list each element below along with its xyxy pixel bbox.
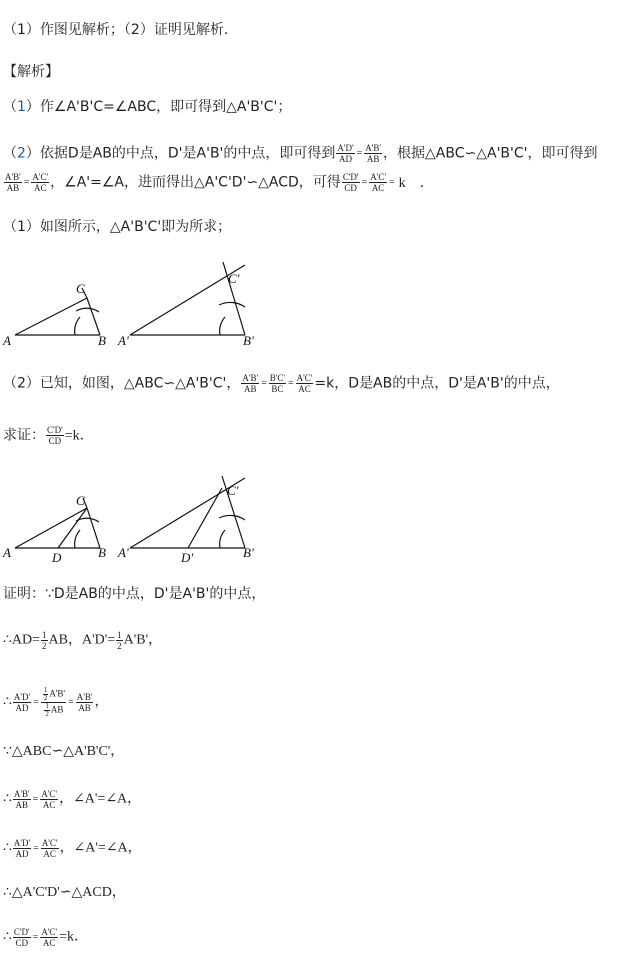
prove-line [3,425,94,447]
equals-sign: = [32,793,39,805]
fraction-den: AD [15,849,29,859]
proof-text-2c: A'B'， [123,632,163,648]
therefore-symbol: ∴ [3,791,12,807]
fraction-ad [336,143,354,164]
fraction-den: 2 [45,710,49,718]
fraction-ac [369,172,387,193]
label-A: A [3,333,11,348]
section-header [3,62,59,82]
analysis-part1 [3,97,291,117]
fraction-den: AC [34,183,47,193]
construction-arc-3 [220,317,225,335]
fraction-den: AB [78,703,91,713]
fraction-half [116,630,123,651]
part1-text: （1）如图所示，△A'B'C'即为所求； [3,219,232,235]
fraction-den: AB [244,384,257,394]
proof-text-2b: AB，A'D'= [48,632,116,648]
proof-line-3 [3,687,108,718]
fraction-den: 2 [117,641,122,651]
fraction-num: A'C' [41,927,58,937]
fraction-ac [41,838,59,859]
segment-ac [15,298,87,335]
proof-text-5: ，∠A'=∠A， [59,791,142,807]
label-C: C [76,493,85,508]
equals-sign: = [68,696,74,708]
label-D-prime: D' [181,550,194,565]
fraction-ac [40,789,58,810]
fraction-ac [296,373,314,394]
fraction-num: A'B' [76,692,93,702]
compound-den-text: AB [50,704,64,715]
proof-text-2a: ∴AD= [3,632,41,648]
proof-text-7: ∴△A'C'D'∽△ACD， [3,885,126,900]
fraction-den: CD [344,183,357,193]
fraction-den: AC [298,384,311,394]
fraction-ab [76,692,94,713]
fraction-num: A'D' [337,143,354,153]
segment-ac [15,508,87,548]
analysis-part2-a [3,143,598,164]
answer-text: （1）作图见解析；（2）证明见解析. [3,22,229,38]
segment-bc [87,508,100,548]
analysis2-text-c: ，∠A'=∠A，进而得出△A'C'D'∽△ACD，可得 [50,174,341,191]
label-B-prime: B' [243,333,254,348]
proof-text-4: ∵△ABC∽△A'B'C'， [3,744,125,759]
fraction-num: A'C' [32,172,49,182]
fraction-num: 1 [43,686,48,694]
proof-line-1 [3,584,265,604]
prove-label: 求证： [3,427,45,444]
label-C-prime: C' [228,271,240,286]
construction-arc-4 [219,515,245,520]
construction-arc-1 [75,317,80,335]
proof-line-6 [3,838,142,859]
fraction-ad [13,692,31,713]
analysis-num: 1 [17,99,26,115]
equals-sign: = [356,147,363,159]
analysis2-paren-open: （ [3,145,17,162]
fraction-half [41,630,48,651]
equals-sign: = [33,842,39,854]
label-A-prime: A' [118,333,129,348]
fraction-den: AD [339,154,353,164]
fraction-num: C'D' [342,172,359,182]
fraction-num: A'B' [13,789,30,799]
fraction-den: AC [43,849,56,859]
label-B: B [98,333,106,348]
fraction-num: 1 [42,630,47,640]
fraction-num [41,687,66,703]
fraction-den: CD [48,436,62,446]
given-text-a: （2）已知，如图，△ABC∽△A'B'C'， [3,375,241,392]
section-header-text: 【解析】 [3,64,59,80]
fraction-cd [342,172,360,193]
part2-given [3,373,560,394]
construction-arc-4 [219,302,245,307]
analysis-paren-open: （ [3,99,17,115]
segment-c2d2 [188,488,222,548]
k-symbol: k [398,175,406,191]
segment-bc [87,298,100,335]
fraction-half [43,687,49,702]
proof-text-8: =k． [59,929,88,945]
fraction-den: 2 [42,641,47,651]
equals-sign: = [32,931,39,943]
fraction-num: A'C' [41,838,58,848]
proof-line-5 [3,789,141,810]
therefore-symbol: ∴ [3,694,12,710]
equals-sign: = [388,176,395,188]
fraction-ab [13,789,31,810]
fraction-ac [31,172,49,193]
fraction-num: B'C' [269,373,286,383]
label-D: D [52,550,62,565]
analysis2-paren-close: ） [25,145,40,162]
therefore-symbol: ∴ [3,929,12,945]
fraction-ab [241,373,259,394]
construction-arc-1 [75,530,80,548]
analysis2-num: 2 [17,145,26,162]
fraction-num: A'B' [242,373,259,383]
fraction-num: 1 [45,702,49,710]
analysis-paren-close: ） [25,99,40,115]
figure-2 [0,468,270,568]
fraction-ad [13,838,31,859]
label-A-prime: A' [118,545,129,560]
fraction-den: AB [6,183,20,193]
label-B: B [98,545,106,560]
fraction-den: AC [42,800,56,810]
fraction-num: 1 [117,630,122,640]
comma: ， [94,694,109,710]
fraction-cd [46,425,64,446]
label-C-prime: C' [227,483,239,498]
construction-arc-3 [220,530,225,548]
equals-sign: = [361,176,368,188]
fraction-den [41,703,66,718]
answer-line [3,20,228,40]
label-B-prime: B' [243,545,254,560]
fraction-ab [4,172,22,193]
fraction-num: A'C' [370,172,386,182]
fraction-den: AB [15,800,29,810]
equals-sign: = [23,176,30,188]
fraction-den: 2 [43,694,48,702]
analysis-part2-b [3,172,424,194]
part1-line [3,217,231,237]
proof-line-4 [3,742,124,762]
proof-text-1: 证明：∵D是AB的中点，D'是A'B'的中点， [3,586,266,602]
proof-line-7 [3,883,126,903]
analysis2-text-b: ，根据△ABC∽△A'B'C'，即可得到 [383,145,598,162]
label-A: A [3,545,11,560]
analysis-p1-text: 作∠A'B'C=∠ABC，即可得到△A'B'C'； [39,99,292,115]
fraction-compound [41,687,66,718]
fraction-bc [269,373,286,394]
fraction-num: A'B' [5,172,21,182]
segment-cd [58,508,87,548]
fraction-den: AB [366,154,380,164]
fraction-ab [364,143,382,164]
fraction-num: A'C' [296,373,313,383]
fraction-num: C'D' [47,425,63,435]
analysis2-text-a: 依据D是AB的中点，D'是A'B'的中点，即可得到 [39,145,336,162]
proof-line-8 [3,927,88,948]
therefore-symbol: ∴ [3,840,12,856]
equals-sign: = [288,377,294,389]
period: . [419,174,425,191]
equals-sign: = [261,377,267,389]
fraction-ac [40,927,58,948]
label-C: C [76,281,85,296]
fraction-den: AC [371,183,385,193]
fraction-num: A'D' [13,692,31,702]
fraction-den: CD [15,938,29,948]
fraction-num: A'D' [13,838,31,848]
equals-sign: = [33,696,39,708]
proof-line-2 [3,630,162,651]
fraction-num: C'D' [13,927,30,937]
fraction-num: A'C' [41,789,58,799]
proof-text-6: ，∠A'=∠A， [59,840,142,856]
fraction-half [44,703,50,718]
fraction-den: BC [271,384,284,394]
fraction-den: AD [15,703,29,713]
fraction-num: A'B' [365,143,382,153]
construction-arc-2 [76,308,99,312]
given-text-b: =k，D是AB的中点，D'是A'B'的中点， [314,375,560,392]
figure-1 [0,255,270,350]
fraction-den: AC [42,938,56,948]
prove-tail: =k． [64,428,94,444]
fraction-cd [13,927,31,948]
compound-num-text: A'B' [49,688,66,699]
